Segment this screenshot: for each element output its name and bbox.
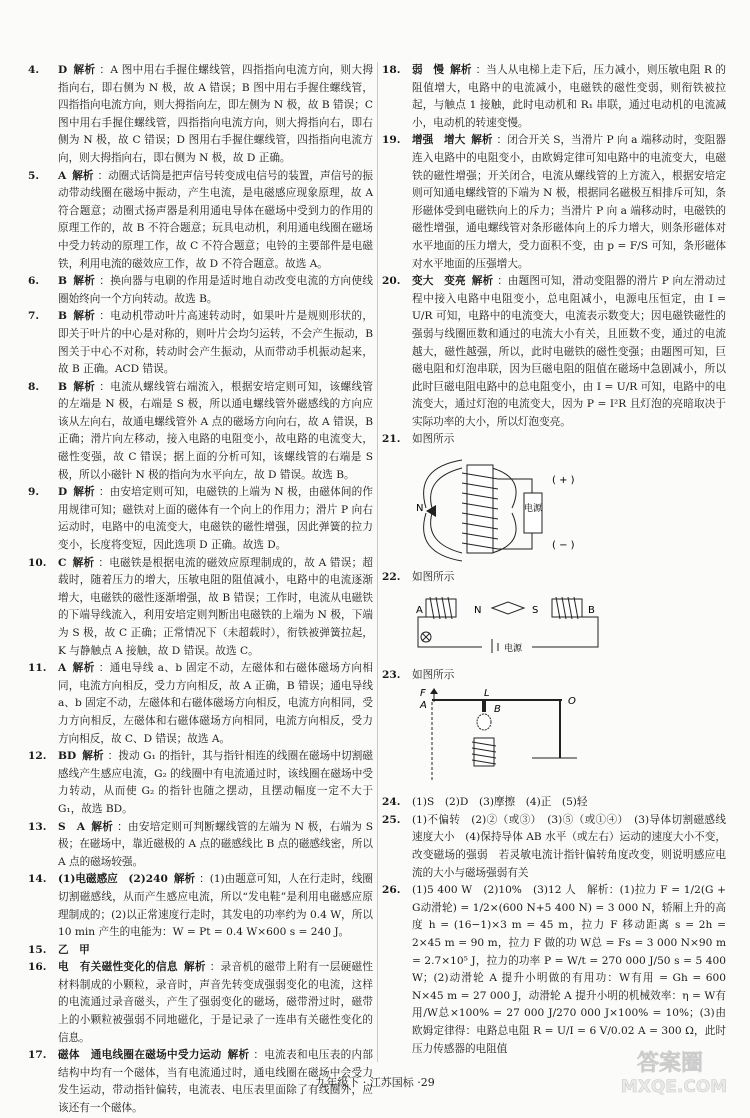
question-body [58, 484, 373, 554]
question-body [58, 555, 373, 661]
right-column [382, 62, 726, 1058]
question-body [58, 871, 373, 941]
explanation-text: ：由安培定则可判断螺线管的左端为 N 极，右端为 S 极；在磁场中，靠近磁极的 A 点的磁感线比 B 点的磁感线密，所以 A 点的磁场较强。 [58, 820, 374, 868]
analysis-label: 解析 [183, 961, 206, 974]
figure-label-b: B [494, 704, 501, 716]
answer-text: 电 有关磁性变化的信息 [58, 961, 178, 974]
explanation-text: ：电动机带动叶片高速转动时，如果叶片是规则形状的，即关于叶片的中心是对称的，则叶片会均匀运转，不会产生振动，B 图关于中心不对称，转动时会产生振动，从而带动手机振动起来，故 B 正确。ACD 错误。 [58, 310, 374, 376]
question-item [382, 794, 726, 812]
answer-text: B [58, 275, 67, 288]
question-number: 19. [382, 134, 401, 147]
figure-label-a: A [416, 604, 423, 616]
question-body [412, 62, 726, 132]
analysis-label: 解析 [471, 134, 493, 147]
question-number: 22. [382, 571, 401, 584]
explanation-text: 如图所示 [412, 433, 455, 446]
analysis-label: 解析 [73, 486, 95, 499]
watermark-logo [612, 1040, 732, 1100]
figure-label-o: O [568, 696, 576, 708]
answer-text: D [58, 64, 68, 76]
answer-text: 弱 慢 [412, 64, 445, 76]
question-item [28, 819, 373, 872]
watermark-line2: MXQE.COM [620, 1077, 728, 1097]
figure [412, 591, 726, 661]
question-body [58, 959, 373, 1047]
figure-label-source: 电源 [504, 643, 523, 654]
answer-text: (1)电磁感应 (2)240 [58, 873, 168, 886]
question-item [28, 308, 373, 378]
analysis-label: 解析 [227, 1049, 250, 1062]
column-divider [377, 62, 378, 1062]
question-number: 17. [28, 1049, 47, 1062]
figure-label-b: B [588, 604, 595, 616]
question-body [412, 569, 726, 587]
explanation-text: (1)5 400 W (2)10% (3)12 人 解析：(1)拉力 F = 1/2(G + G动滑轮) = 1/2×(600 N+5 400 N) = 3 000 N，轿厢上升的高度 h = (16−1)×3 m = 45 m，拉力 F 移动距离 s = 2h = 2×45 m = 90 m，拉力 F 做的功 W总 = Fs = 3 000 N×90 m = 2.7×10⁵ J，拉力的功率 P = W/t = 270 000 J/50 s = 5 400 W；(2)动滑轮 A 提升小明做的有用功：W有用 = Gh = 600 N×45 m = 27 000 J，动滑轮 A 提升小明的机械效率：η = W有用/W总×100% = 27 000 J/270 000 J×100% = 10%；(3)由欧姆定律得：电路总电阻 R = U/I = 6 V/0.02 A = 300 Ω，此时压力传感器的电阻值 [412, 884, 726, 1055]
question-number: 4. [28, 64, 40, 76]
question-number: 11. [28, 662, 47, 675]
question-item [28, 660, 373, 748]
question-body [412, 812, 726, 882]
left-column [28, 62, 373, 1118]
question-number: 5. [28, 169, 40, 182]
analysis-label: 解析 [82, 750, 104, 763]
explanation-text: ：由安培定则可知，电磁铁的上端为 N 极，由磁体间的作用规律可知；磁铁对上面的磁体有一个向上的作用力；滑片 P 向右运动时，电路中的电流变大，电磁铁的磁性增强，因此弹簧的拉力变小，长度将变短，因此选项 D 正确。故选 D。 [58, 486, 373, 552]
question-body [412, 794, 726, 812]
question-number: 7. [28, 310, 40, 323]
question-number: 18. [382, 64, 401, 76]
question-number: 9. [28, 486, 40, 499]
analysis-label: 解析 [471, 275, 494, 288]
question-number: 10. [28, 556, 47, 569]
explanation-text: ：(1)由题意可知，人在行走时，线圈切割磁感线，从而产生感应电流，所以“发电鞋”是利用电磁感应原理制成的；(2)以正常速度行走时，其发电的功率约为 0.4 W，所以 10 min 产生的电能为：W = Pt = 0.4 W×600 s = 240 J。 [58, 873, 374, 939]
question-body [58, 942, 373, 960]
analysis-label: 解析 [73, 64, 96, 76]
question-item [382, 273, 726, 431]
analysis-label: 解析 [91, 820, 114, 833]
explanation-text: ：电磁铁是根据电流的磁效应原理制成的，故 A 错误；超载时，随着压力的增大，压敏电阻的阻值减小，电路中的电流逐渐增大，电磁铁的磁性逐渐增强，故 B 错误；工作时，电流从电磁铁的下端导线流入，利用安培定则判断出电磁铁的上端为 N 极，下端为 S 极，故 C 正确；正常情况下（未超载时），衔铁被弹簧拉起，K 与静触点 A 接触，故 D 错误。故选 C。 [58, 556, 374, 657]
analysis-label: 解析 [72, 310, 96, 323]
question-item [28, 273, 373, 308]
question-body [58, 168, 373, 274]
question-body [58, 62, 373, 168]
question-body [58, 819, 373, 872]
answer-text: A [58, 662, 67, 675]
magnets-figure [412, 591, 612, 661]
question-body [412, 431, 726, 449]
question-item [382, 431, 726, 449]
question-number: 20. [382, 275, 401, 288]
figure [412, 688, 726, 788]
question-body [58, 308, 373, 378]
answer-text: S A [58, 820, 86, 833]
question-body [412, 132, 726, 273]
explanation-text: ：拨动 G₁ 的指针，其与指针相连的线圈在磁场中切割磁感线产生感应电流，G₂ 的线圈中有电流通过时，该线圈在磁场中受力转动，从而使 G₂ 的指针也随之摆动，且摆动幅度一定不大于 G₁，故选 BD。 [58, 750, 374, 815]
question-item [382, 132, 726, 273]
question-body [58, 660, 373, 748]
analysis-label: 解析 [72, 169, 94, 182]
figure-label-source: 电源 [523, 504, 543, 515]
question-item [28, 959, 373, 1047]
question-body [58, 748, 373, 818]
question-item [28, 379, 373, 485]
answer-text: 磁体 通电线圈在磁场中受力运动 [58, 1049, 222, 1062]
answer-text: B [58, 310, 67, 323]
figure-label-plus: ( + ) [552, 475, 575, 487]
explanation-text: ：由题图可知，滑动变阻器的滑片 P 向左滑动过程中接入电路中电阻变小，总电阻减小，电源电压恒定，由 I = U/R 可知，电路中的电流变大，电流表示数变大；因电磁铁磁性的强弱与线圈匝数和通过的电流大小有关，且匝数不变，通过的电流越大，磁性越强，所以，此时电磁铁的磁性变强；由题图可知，巨磁电阻和灯泡串联，因为巨磁电阻的阻值在磁场中急剧减小，所以此时巨磁电阻电路中的总电阻变小，由 I = U/R 可知，电路中的电流变大，通过灯泡的电流变大，因为 P = I²R 且灯泡的亮暗取决于实际功率的大小，所以灯泡变亮。 [412, 275, 726, 428]
question-number: 25. [382, 813, 401, 826]
question-item [28, 484, 373, 554]
question-item [382, 667, 726, 685]
page-footer: 九年级下 · 江苏国标 ·29 [315, 1076, 435, 1089]
analysis-label: 解析 [72, 662, 95, 675]
explanation-text: ：通电导线 a、b 固定不动，左磁体和右磁体磁场方向相同，电流方向相反，受力方向相反，故 A 正确，B 错误；通电导线 a、b 固定不动，左磁体和右磁体磁场方向相反，电流方向相同，受力方向相反，左磁体和右磁体磁场方向相同，电流方向相反，受力方向相反，故 C、D 错误；故选 A。 [58, 662, 373, 745]
answer-text: 变大 变亮 [412, 275, 466, 288]
analysis-label: 解析 [72, 556, 95, 569]
question-item [382, 569, 726, 587]
question-number: 8. [28, 380, 40, 393]
figure-label-f: F [420, 688, 426, 700]
question-item [382, 812, 726, 882]
question-body [412, 882, 726, 1058]
answer-text: BD [58, 750, 77, 763]
analysis-label: 解析 [450, 64, 472, 76]
question-number: 15. [28, 943, 47, 956]
question-number: 12. [28, 750, 47, 763]
question-item [382, 62, 726, 132]
answer-text: D [58, 486, 68, 499]
lever-figure [412, 688, 582, 788]
question-number: 26. [382, 884, 401, 897]
figure-label-l: L [484, 688, 490, 700]
question-item [28, 871, 373, 941]
question-number: 23. [382, 668, 401, 681]
explanation-text: ：换向器与电刷的作用是适时地自动改变电流的方向使线圈始终向一个方向转动。故选 B。 [58, 275, 374, 305]
question-number: 24. [382, 796, 401, 809]
answer-text: 增强 增大 [412, 134, 466, 147]
figure-label-minus: ( − ) [552, 540, 575, 552]
question-item [28, 168, 373, 274]
question-number: 6. [28, 275, 40, 288]
figure-label-n: N [416, 503, 424, 515]
answer-text: A [58, 169, 67, 182]
explanation-text: ：当人从电梯上走下后，压力减小，则压敏电阻 R 的阻值增大，电路中的电流减小，电磁铁的磁性变弱，则衔铁被拉起，与触点 1 接触，此时电动机和 R₁ 串联，通过电动机的电流减小，电动机的转速变慢。 [412, 64, 727, 129]
answer-text: B [58, 380, 67, 393]
analysis-label: 解析 [72, 275, 96, 288]
question-body [58, 379, 373, 485]
explanation-text: ：录音机的磁带上附有一层硬磁性材料制成的小颗粒，录音时，声音先转变成强弱变化的电流，这样的电流通过录音磁头，产生了强弱变化的磁场，磁带滑过时，磁带上的小颗粒被强弱不同地磁化，于是记录了一连串有关磁性变化的信息。 [58, 961, 374, 1044]
question-item [28, 748, 373, 818]
question-item [28, 62, 373, 168]
answer-text: C [58, 556, 67, 569]
explanation-text: 如图所示 [412, 571, 455, 584]
figure-label-s: S [532, 604, 539, 616]
question-item [28, 555, 373, 661]
explanation-text: ：动圈式话筒是把声信号转变成电信号的装置，声信号的振动带动线圈在磁场中振动，产生电流，是电磁感应现象原理，故 A 符合题意；动圈式扬声器是利用通电导体在磁场中受到力的作用的原理工作的，故 B 不符合题意；玩具电动机，利用通电线圈在磁场中受力转动的原理工作，故 C 不符合题意；电铃的主要部件是电磁铁，利用电流的磁效应工作，故 D 不符合题意。故选 A。 [58, 169, 373, 270]
explanation-text: ：闭合开关 S，当滑片 P 向 a 端移动时，变阻器连入电路中的电阻变小，由欧姆定律可知电路中的电流变大，电磁铁的磁性增强；开关闭合，电流从螺线管的上方流入，根据安培定则可知通电螺线管的下端为 N 极，根据同名磁极互相排斥可知，条形磁体受到电磁铁向上的斥力；当滑片 P 向 a 端移动时，电磁铁的磁性增强，通电螺线管对条形磁体向上的斥力增大，则条形磁体对水平地面的压力增大，受力面积不变，由 p = F/S 可知，条形磁体对水平地面的压强增大。 [412, 134, 727, 270]
question-number: 13. [28, 820, 47, 833]
watermark-line1: 答案圈 [636, 1051, 704, 1076]
explanation-text: (1)不偏转 (2)②（或③） (3)⑤（或①④） (3)导体切割磁感线速度大小 (4)保持导体 AB 水平（或左右）运动的速度大小不变，改变磁场的强弱 若灵敏电流计指针偏转角度改变，则说明感应电流的大小与磁场强弱有关 [412, 813, 726, 879]
explanation-text: 如图所示 [412, 668, 455, 681]
answer-text: 乙 甲 [58, 943, 90, 956]
figure-label-n: N [474, 604, 482, 616]
analysis-label: 解析 [173, 873, 196, 886]
coil-figure [412, 453, 592, 563]
explanation-text: ：A 图中用右手握住螺线管，四指指向电流方向，则大拇指向右，即右侧为 N 极，故 A 错误；B 图中用右手握住螺线管，四指指向电流方向，则大拇指向左，即左侧为 N 极，故 B 错误；C 图中用右手握住螺线管，四指指向电流方向，则大拇指向右，即右侧为 N 极，故 C 错误；D 图用右手握住螺线管，四指指向电流方向，则大拇指向右，即右侧为 N 极，故 D 正确。 [58, 64, 373, 164]
explanation-text: ：电流从螺线管右端流入，根据安培定则可知，该螺线管的左端是 N 极，右端是 S 极，所以通电螺线管外磁感线的方向应该从左向右，故通电螺线管外 A 点的磁场方向向右，故 A 错误，B 正确；滑片向左移动，接入电路的电阻变小，故电路的电流变大，磁性变强，故 C 错误；据上面的分析可知，该螺线管的右端是 S 极，所以小磁针 N 极的指向为水平向左，故 D 错误。故选 B。 [58, 380, 374, 481]
analysis-label: 解析 [72, 380, 96, 393]
question-number: 21. [382, 433, 401, 446]
question-body [412, 273, 726, 431]
question-body [58, 273, 373, 308]
explanation-text: (1)S (2)D (3)摩擦 (4)正 (5)轻 [412, 796, 588, 809]
question-body [412, 667, 726, 685]
question-item [28, 942, 373, 960]
question-number: 14. [28, 873, 47, 886]
question-item [382, 882, 726, 1058]
figure-label-a: A [420, 700, 427, 712]
explanation-text: ：电流表和电压表的内部结构中均有一个磁体，当有电流通过时，通电线圈在磁场中会受力发生运动，带动指针偏转，电流表、电压表里面除了有线圈外，应该还有一个磁体。 [58, 1049, 374, 1115]
question-number: 16. [28, 961, 47, 974]
figure [412, 453, 726, 563]
